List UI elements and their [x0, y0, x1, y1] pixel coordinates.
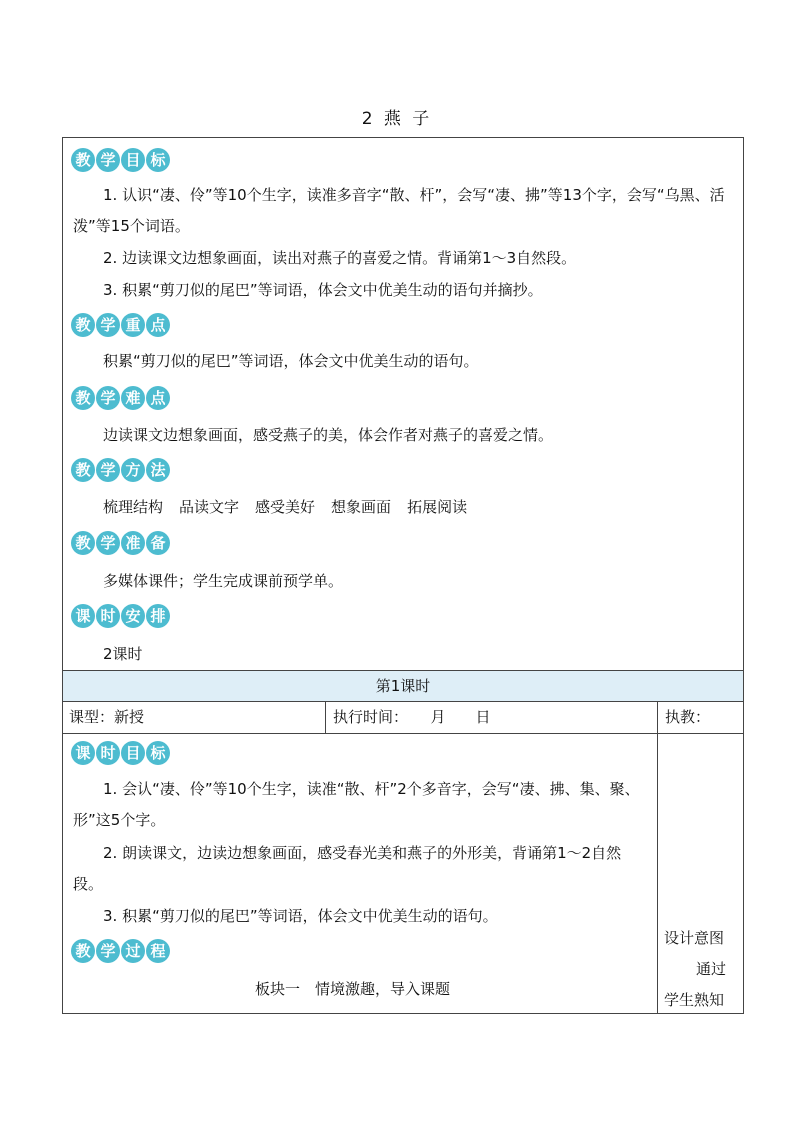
- side-text: 通过: [696, 960, 727, 978]
- schedule-text: 2课时: [103, 645, 143, 663]
- method-item: 想象画面: [331, 498, 392, 516]
- key-points-text: 积累“剪刀似的尾巴”等词语，体会文中优美生动的语句。: [103, 352, 479, 370]
- lesson-goal-item: 1. 会认“凄、伶”等10个生字，读准“散、杆”2个多音字，会写“凄、拂、集、聚、形”这5个字。: [73, 780, 640, 829]
- heading-badge-char: 标: [146, 741, 170, 765]
- preparation-text: 多媒体课件；学生完成课前预学单。: [103, 572, 344, 590]
- goals-heading: [71, 148, 170, 172]
- heading-badge-char: 教: [71, 531, 95, 555]
- method-item: 品读文字: [179, 498, 240, 516]
- teacher-field: 执教：: [665, 708, 711, 726]
- goal-item: 3. 积累“剪刀似的尾巴”等词语，体会文中优美生动的语句并摘抄。: [103, 281, 543, 299]
- heading-badge-char: 时: [96, 604, 120, 628]
- heading-badge-char: 学: [96, 386, 120, 410]
- heading-badge-char: 教: [71, 458, 95, 482]
- lesson-type: 课型：新授: [69, 708, 145, 726]
- divider: [63, 733, 743, 734]
- page-title: 2 燕 子: [361, 109, 433, 129]
- heading-badge-char: 课: [71, 741, 95, 765]
- heading-badge-char: 学: [96, 939, 120, 963]
- lesson-goal-item: 2. 朗读课文，边读边想象画面，感受春光美和燕子的外形美，背诵第1～2自然段。: [73, 844, 622, 893]
- heading-badge-char: 课: [71, 604, 95, 628]
- heading-badge-char: 方: [121, 458, 145, 482]
- heading-badge-char: 目: [121, 741, 145, 765]
- divider: [657, 701, 658, 1014]
- heading-badge-char: 排: [146, 604, 170, 628]
- side-text: 学生熟知: [664, 991, 725, 1009]
- process-heading: [71, 939, 170, 963]
- lesson-header: 第1课时: [63, 671, 743, 701]
- schedule-heading: [71, 604, 170, 628]
- methods-list: [73, 492, 729, 523]
- heading-badge-char: 教: [71, 939, 95, 963]
- method-item: 感受美好: [255, 498, 316, 516]
- block-title: 板块一 情境激趣，导入课题: [255, 980, 451, 998]
- heading-badge-char: 教: [71, 148, 95, 172]
- heading-badge-char: 安: [121, 604, 145, 628]
- difficulties-heading: [71, 386, 170, 410]
- lesson-goals-heading: [71, 741, 170, 765]
- heading-badge-char: 学: [96, 531, 120, 555]
- design-intent-label: 设计意图: [664, 929, 725, 947]
- method-item: 拓展阅读: [407, 498, 468, 516]
- heading-badge-char: 学: [96, 313, 120, 337]
- preparation-heading: [71, 531, 170, 555]
- goal-item: 1. 认识“凄、伶”等10个生字，读准多音字“散、杆”，会写“凄、拂”等13个字，会写“乌黑、活泼”等15个词语。: [73, 186, 725, 235]
- heading-badge-char: 准: [121, 531, 145, 555]
- heading-badge-char: 点: [146, 313, 170, 337]
- method-item: 梳理结构: [103, 498, 164, 516]
- heading-badge-char: 学: [96, 148, 120, 172]
- heading-badge-char: 点: [146, 386, 170, 410]
- difficulties-text: 边读课文边想象画面，感受燕子的美，体会作者对燕子的喜爱之情。: [103, 426, 554, 444]
- goal-item: 2. 边读课文边想象画面，读出对燕子的喜爱之情。背诵第1～3自然段。: [103, 249, 577, 267]
- key-points-heading: [71, 313, 170, 337]
- heading-badge-char: 目: [121, 148, 145, 172]
- execution-time: 执行时间： 月 日: [333, 708, 491, 726]
- methods-heading: [71, 458, 170, 482]
- heading-badge-char: 标: [146, 148, 170, 172]
- heading-badge-char: 时: [96, 741, 120, 765]
- heading-badge-char: 重: [121, 313, 145, 337]
- heading-badge-char: 难: [121, 386, 145, 410]
- lesson-goal-item: 3. 积累“剪刀似的尾巴”等词语，体会文中优美生动的语句。: [103, 907, 498, 925]
- heading-badge-char: 教: [71, 313, 95, 337]
- heading-badge-char: 程: [146, 939, 170, 963]
- heading-badge-char: 法: [146, 458, 170, 482]
- lesson-plan-table: [62, 137, 744, 1014]
- heading-badge-char: 学: [96, 458, 120, 482]
- heading-badge-char: 备: [146, 531, 170, 555]
- heading-badge-char: 教: [71, 386, 95, 410]
- divider: [325, 701, 326, 733]
- heading-badge-char: 过: [121, 939, 145, 963]
